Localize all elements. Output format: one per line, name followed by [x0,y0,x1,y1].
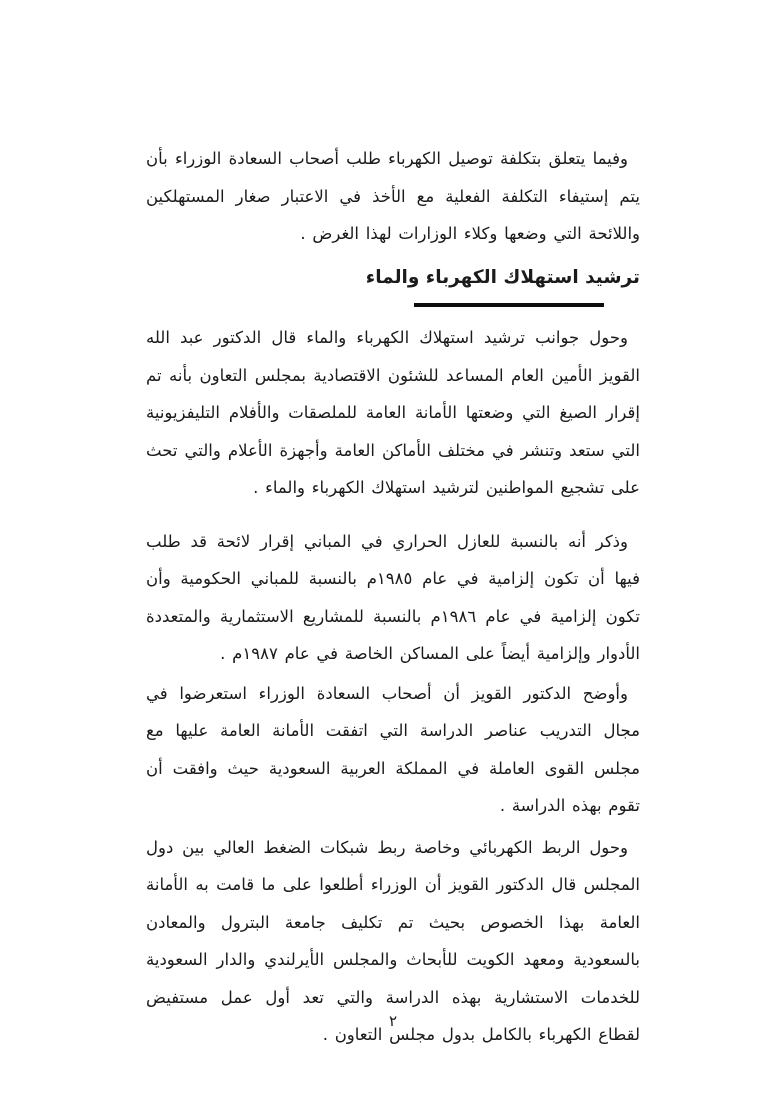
body-paragraph: وأوضح الدكتور القويز أن أصحاب السعادة الوزراء استعرضوا في مجال التدريب عناصر الدراسة التي اتفقت الأمانة العامة عليها مع مجلس القوى العاملة في المملكة العربية السعودية حيث وافقت أن تقوم بهذه الدراسة . [146,683,640,815]
section-heading [146,259,640,308]
intro-paragraph: وفيما يتعلق بتكلفة توصيل الكهرباء طلب أصحاب السعادة الوزراء بأن يتم إستيفاء التكلفة الفعلية مع الأخذ في الاعتبار صغار المستهلكين واللائحة التي وضعها وكلاء الوزارات لهذا الغرض . [146,149,640,243]
section-heading-underline [414,303,604,307]
page-number: ٢ [388,1012,398,1030]
body-paragraph: وذكر أنه بالنسبة للعازل الحراري في المباني إقرار لائحة قد طلب فيها أن تكون إلزامية في عام ١٩٨٥م بالنسبة للمباني الحكومية وأن تكون إلزامية في عام ١٩٨٦م بالنسبة للمشاريع الاستثمارية والمتعددة الأدوار وإلزامية أيضاً على المساكن الخاصة في عام ١٩٨٧م . [146,531,640,663]
section-heading-text: ترشيد استهلاك الكهرباء والماء [365,266,640,288]
body-paragraph: وحول الربط الكهربائي وخاصة ربط شبكات الضغط العالي بين دول المجلس قال الدكتور القويز أن الوزراء أطلعوا على ما قامت به الأمانة العامة بهذا الخصوص بحيث تم تكليف جامعة البترول والمعادن بالسعودية ومعهد الكويت للأبحاث والمجلس الأيرلندي والدار السعودية للخدمات الاستشارية بهذه الدراسة والتي تعد أول عمل مستفيض لقطاع الكهرباء بالكامل بدول مجلس التعاون . [146,837,640,1044]
body-paragraph: وحول جوانب ترشيد استهلاك الكهرباء والماء قال الدكتور عبد الله القويز الأمين العام المساعد للشئون الاقتصادية بمجلس التعاون بأنه تم إقرار الصيغ التي وضعتها الأمانة العامة للملصقات والأفلام التليفزيونية التي ستعد وتنشر في مختلف الأماكن العامة وأجهزة الأعلام والتي تحث على تشجيع المواطنين لترشيد استهلاك الكهرباء والماء . [146,328,640,497]
text-block [146,140,640,1054]
